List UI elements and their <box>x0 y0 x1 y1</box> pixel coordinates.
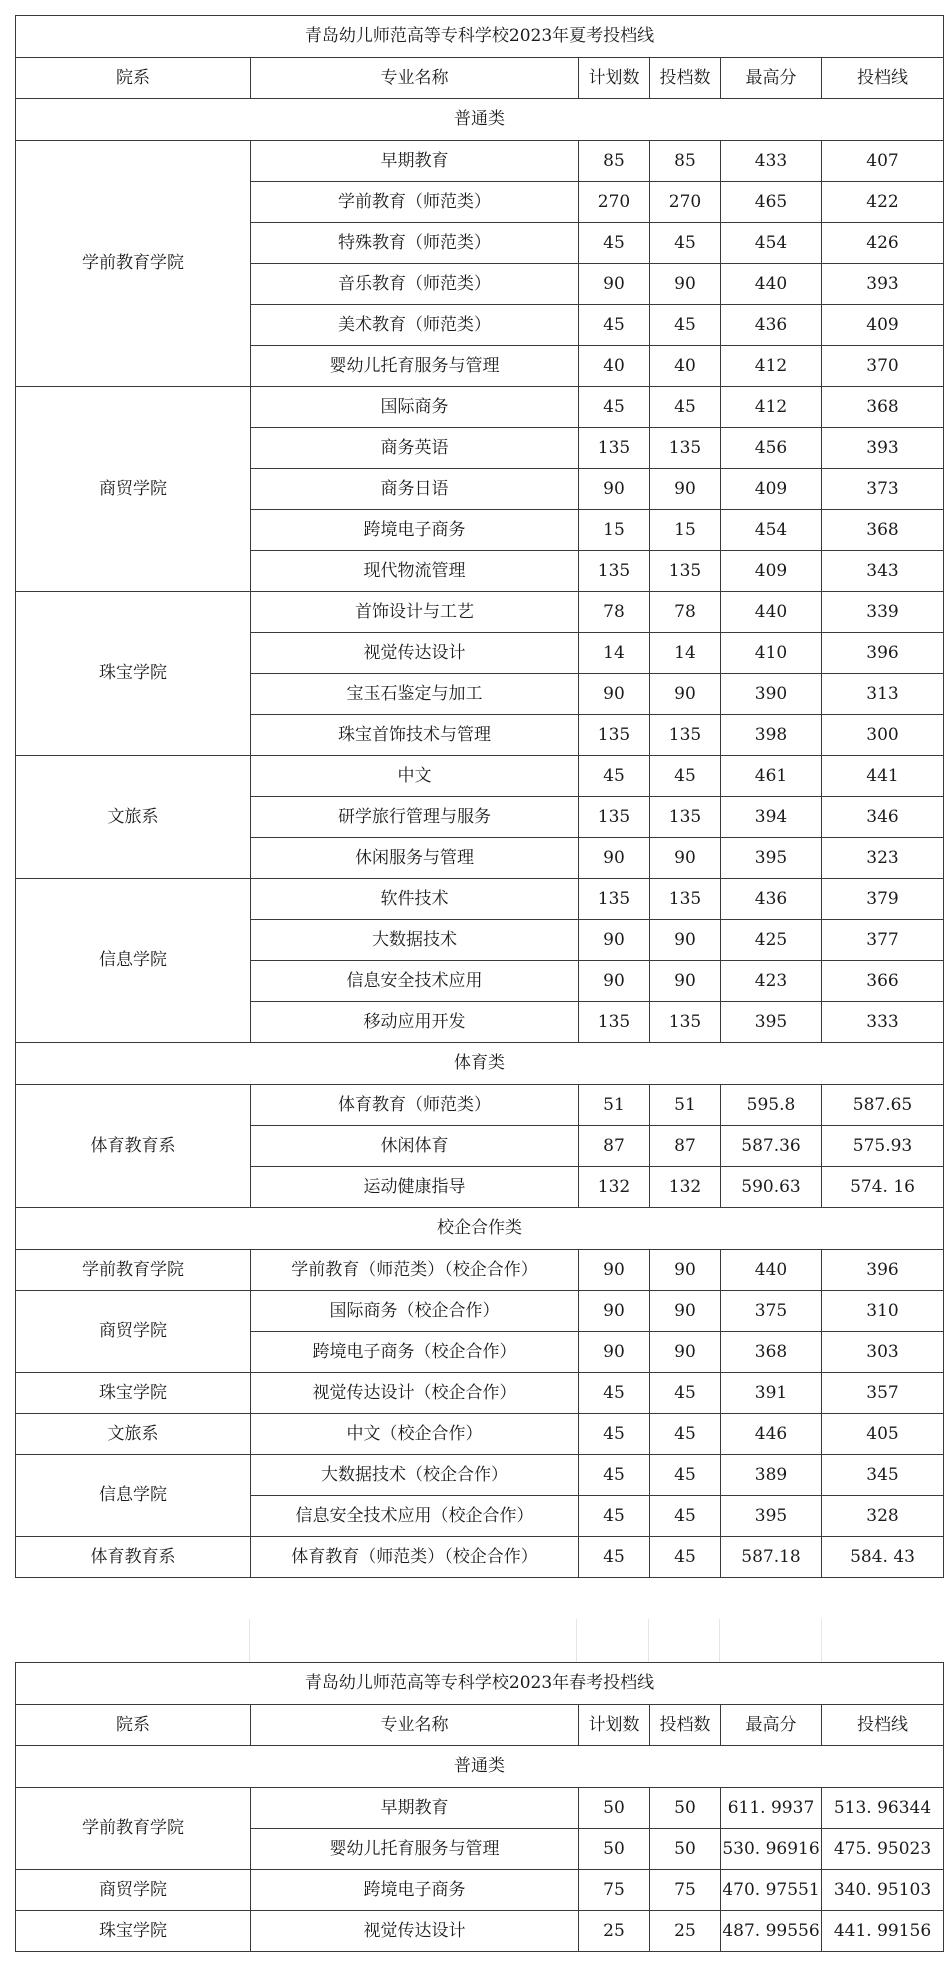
admitted-cell: 51 <box>650 1085 721 1126</box>
table-spacer <box>15 1619 943 1662</box>
max-score-cell: 590.63 <box>721 1167 822 1208</box>
admitted-cell: 135 <box>650 1002 721 1043</box>
header-max-score: 最高分 <box>721 58 822 99</box>
major-cell: 跨境电子商务 <box>251 510 579 551</box>
table-row <box>16 1870 944 1911</box>
header-row <box>16 1705 944 1746</box>
category-row <box>16 99 944 141</box>
max-score-cell: 389 <box>721 1455 822 1496</box>
plan-cell: 132 <box>579 1167 650 1208</box>
table-row <box>16 1788 944 1829</box>
admitted-cell: 135 <box>650 715 721 756</box>
plan-cell: 90 <box>579 1332 650 1373</box>
plan-cell: 135 <box>579 879 650 920</box>
admitted-cell: 135 <box>650 797 721 838</box>
header-plan: 计划数 <box>579 58 650 99</box>
major-cell: 商务英语 <box>251 428 579 469</box>
major-cell: 中文（校企合作） <box>251 1414 579 1455</box>
summer-admission-table <box>15 15 944 1578</box>
header-major: 专业名称 <box>251 1705 579 1746</box>
header-admitted: 投档数 <box>650 1705 721 1746</box>
max-score-cell: 454 <box>721 223 822 264</box>
table-row <box>16 1911 944 1952</box>
major-cell: 体育教育（师范类）（校企合作） <box>251 1537 579 1578</box>
major-cell: 美术教育（师范类） <box>251 305 579 346</box>
max-score-cell: 409 <box>721 469 822 510</box>
dept-cell: 体育教育系 <box>16 1537 251 1578</box>
max-score-cell: 436 <box>721 879 822 920</box>
spring-admission-table <box>15 1662 944 1952</box>
plan-cell: 45 <box>579 756 650 797</box>
cutoff-cell: 393 <box>822 428 944 469</box>
plan-cell: 45 <box>579 387 650 428</box>
max-score-cell: 368 <box>721 1332 822 1373</box>
cutoff-cell: 422 <box>822 182 944 223</box>
admitted-cell: 90 <box>650 674 721 715</box>
table-row <box>16 1085 944 1126</box>
admitted-cell: 135 <box>650 428 721 469</box>
plan-cell: 15 <box>579 510 650 551</box>
max-score-cell: 390 <box>721 674 822 715</box>
max-score-cell: 394 <box>721 797 822 838</box>
max-score-cell: 465 <box>721 182 822 223</box>
dept-cell: 信息学院 <box>16 879 251 1043</box>
header-major: 专业名称 <box>251 58 579 99</box>
cutoff-cell: 379 <box>822 879 944 920</box>
cutoff-cell: 574. 16 <box>822 1167 944 1208</box>
cutoff-cell: 345 <box>822 1455 944 1496</box>
plan-cell: 85 <box>579 141 650 182</box>
header-cutoff: 投档线 <box>822 1705 944 1746</box>
dept-cell: 学前教育学院 <box>16 1788 251 1870</box>
dept-cell: 文旅系 <box>16 756 251 879</box>
major-cell: 跨境电子商务（校企合作） <box>251 1332 579 1373</box>
cutoff-cell: 346 <box>822 797 944 838</box>
dept-cell: 珠宝学院 <box>16 1373 251 1414</box>
table-title: 青岛幼儿师范高等专科学校2023年夏考投档线 <box>16 16 944 58</box>
cutoff-cell: 310 <box>822 1291 944 1332</box>
plan-cell: 51 <box>579 1085 650 1126</box>
plan-cell: 135 <box>579 428 650 469</box>
max-score-cell: 425 <box>721 920 822 961</box>
max-score-cell: 395 <box>721 838 822 879</box>
header-dept: 院系 <box>16 1705 251 1746</box>
plan-cell: 90 <box>579 674 650 715</box>
major-cell: 研学旅行管理与服务 <box>251 797 579 838</box>
major-cell: 大数据技术 <box>251 920 579 961</box>
plan-cell: 45 <box>579 223 650 264</box>
max-score-cell: 440 <box>721 264 822 305</box>
major-cell: 休闲体育 <box>251 1126 579 1167</box>
admitted-cell: 90 <box>650 1291 721 1332</box>
cutoff-cell: 333 <box>822 1002 944 1043</box>
category-label: 校企合作类 <box>16 1208 944 1250</box>
cutoff-cell: 407 <box>822 141 944 182</box>
cutoff-cell: 368 <box>822 510 944 551</box>
admitted-cell: 50 <box>650 1788 721 1829</box>
dept-cell: 商贸学院 <box>16 387 251 592</box>
header-row <box>16 58 944 99</box>
max-score-cell: 461 <box>721 756 822 797</box>
cutoff-cell: 396 <box>822 633 944 674</box>
plan-cell: 78 <box>579 592 650 633</box>
major-cell: 音乐教育（师范类） <box>251 264 579 305</box>
admitted-cell: 135 <box>650 551 721 592</box>
max-score-cell: 375 <box>721 1291 822 1332</box>
major-cell: 学前教育（师范类） <box>251 182 579 223</box>
cutoff-cell: 303 <box>822 1332 944 1373</box>
max-score-cell: 423 <box>721 961 822 1002</box>
cutoff-cell: 300 <box>822 715 944 756</box>
plan-cell: 90 <box>579 838 650 879</box>
max-score-cell: 587.18 <box>721 1537 822 1578</box>
category-label: 体育类 <box>16 1043 944 1085</box>
category-row <box>16 1043 944 1085</box>
major-cell: 现代物流管理 <box>251 551 579 592</box>
major-cell: 体育教育（师范类） <box>251 1085 579 1126</box>
max-score-cell: 395 <box>721 1496 822 1537</box>
header-plan: 计划数 <box>579 1705 650 1746</box>
table-row <box>16 1373 944 1414</box>
admitted-cell: 45 <box>650 1537 721 1578</box>
plan-cell: 90 <box>579 961 650 1002</box>
plan-cell: 45 <box>579 305 650 346</box>
table-row <box>16 1537 944 1578</box>
max-score-cell: 456 <box>721 428 822 469</box>
admitted-cell: 75 <box>650 1870 721 1911</box>
table-row <box>16 879 944 920</box>
dept-cell: 体育教育系 <box>16 1085 251 1208</box>
admitted-cell: 25 <box>650 1911 721 1952</box>
dept-cell: 商贸学院 <box>16 1870 251 1911</box>
admitted-cell: 90 <box>650 920 721 961</box>
max-score-cell: 446 <box>721 1414 822 1455</box>
plan-cell: 90 <box>579 264 650 305</box>
admitted-cell: 40 <box>650 346 721 387</box>
plan-cell: 25 <box>579 1911 650 1952</box>
table-row <box>16 1250 944 1291</box>
category-row <box>16 1746 944 1788</box>
max-score-cell: 391 <box>721 1373 822 1414</box>
max-score-cell: 440 <box>721 1250 822 1291</box>
plan-cell: 45 <box>579 1414 650 1455</box>
table-row <box>16 141 944 182</box>
cutoff-cell: 426 <box>822 223 944 264</box>
cutoff-cell: 396 <box>822 1250 944 1291</box>
admitted-cell: 90 <box>650 469 721 510</box>
plan-cell: 135 <box>579 715 650 756</box>
plan-cell: 90 <box>579 469 650 510</box>
major-cell: 婴幼儿托育服务与管理 <box>251 1829 579 1870</box>
header-admitted: 投档数 <box>650 58 721 99</box>
table-row <box>16 1291 944 1332</box>
cutoff-cell: 513. 96344 <box>822 1788 944 1829</box>
cutoff-cell: 370 <box>822 346 944 387</box>
plan-cell: 270 <box>579 182 650 223</box>
category-label: 普通类 <box>16 1746 944 1788</box>
admitted-cell: 45 <box>650 1414 721 1455</box>
plan-cell: 45 <box>579 1496 650 1537</box>
major-cell: 国际商务 <box>251 387 579 428</box>
admitted-cell: 45 <box>650 387 721 428</box>
max-score-cell: 412 <box>721 346 822 387</box>
max-score-cell: 487. 99556 <box>721 1911 822 1952</box>
admitted-cell: 14 <box>650 633 721 674</box>
max-score-cell: 395 <box>721 1002 822 1043</box>
plan-cell: 135 <box>579 797 650 838</box>
cutoff-cell: 409 <box>822 305 944 346</box>
header-cutoff: 投档线 <box>822 58 944 99</box>
major-cell: 婴幼儿托育服务与管理 <box>251 346 579 387</box>
cutoff-cell: 575.93 <box>822 1126 944 1167</box>
max-score-cell: 595.8 <box>721 1085 822 1126</box>
cutoff-cell: 584. 43 <box>822 1537 944 1578</box>
dept-cell: 珠宝学院 <box>16 1911 251 1952</box>
max-score-cell: 433 <box>721 141 822 182</box>
admitted-cell: 78 <box>650 592 721 633</box>
major-cell: 信息安全技术应用 <box>251 961 579 1002</box>
major-cell: 珠宝首饰技术与管理 <box>251 715 579 756</box>
plan-cell: 135 <box>579 551 650 592</box>
major-cell: 特殊教育（师范类） <box>251 223 579 264</box>
admitted-cell: 45 <box>650 305 721 346</box>
admitted-cell: 45 <box>650 756 721 797</box>
major-cell: 首饰设计与工艺 <box>251 592 579 633</box>
major-cell: 中文 <box>251 756 579 797</box>
cutoff-cell: 475. 95023 <box>822 1829 944 1870</box>
header-dept: 院系 <box>16 58 251 99</box>
cutoff-cell: 441. 99156 <box>822 1911 944 1952</box>
max-score-cell: 587.36 <box>721 1126 822 1167</box>
plan-cell: 50 <box>579 1788 650 1829</box>
major-cell: 大数据技术（校企合作） <box>251 1455 579 1496</box>
max-score-cell: 436 <box>721 305 822 346</box>
max-score-cell: 470. 97551 <box>721 1870 822 1911</box>
table-title: 青岛幼儿师范高等专科学校2023年春考投档线 <box>16 1663 944 1705</box>
cutoff-cell: 339 <box>822 592 944 633</box>
major-cell: 视觉传达设计 <box>251 633 579 674</box>
dept-cell: 学前教育学院 <box>16 141 251 387</box>
major-cell: 商务日语 <box>251 469 579 510</box>
admitted-cell: 50 <box>650 1829 721 1870</box>
admitted-cell: 270 <box>650 182 721 223</box>
cutoff-cell: 368 <box>822 387 944 428</box>
dept-cell: 信息学院 <box>16 1455 251 1537</box>
table-row <box>16 1455 944 1496</box>
admitted-cell: 15 <box>650 510 721 551</box>
admitted-cell: 135 <box>650 879 721 920</box>
cutoff-cell: 377 <box>822 920 944 961</box>
admitted-cell: 45 <box>650 1455 721 1496</box>
table-row <box>16 756 944 797</box>
plan-cell: 45 <box>579 1455 650 1496</box>
plan-cell: 45 <box>579 1373 650 1414</box>
plan-cell: 14 <box>579 633 650 674</box>
cutoff-cell: 323 <box>822 838 944 879</box>
plan-cell: 40 <box>579 346 650 387</box>
major-cell: 软件技术 <box>251 879 579 920</box>
major-cell: 早期教育 <box>251 1788 579 1829</box>
plan-cell: 87 <box>579 1126 650 1167</box>
plan-cell: 75 <box>579 1870 650 1911</box>
admitted-cell: 90 <box>650 961 721 1002</box>
admitted-cell: 45 <box>650 1373 721 1414</box>
major-cell: 早期教育 <box>251 141 579 182</box>
table-row <box>16 387 944 428</box>
cutoff-cell: 441 <box>822 756 944 797</box>
major-cell: 信息安全技术应用（校企合作） <box>251 1496 579 1537</box>
cutoff-cell: 405 <box>822 1414 944 1455</box>
dept-cell: 文旅系 <box>16 1414 251 1455</box>
max-score-cell: 412 <box>721 387 822 428</box>
max-score-cell: 440 <box>721 592 822 633</box>
plan-cell: 90 <box>579 920 650 961</box>
major-cell: 跨境电子商务 <box>251 1870 579 1911</box>
max-score-cell: 530. 96916 <box>721 1829 822 1870</box>
max-score-cell: 454 <box>721 510 822 551</box>
admitted-cell: 90 <box>650 1332 721 1373</box>
major-cell: 视觉传达设计 <box>251 1911 579 1952</box>
admitted-cell: 87 <box>650 1126 721 1167</box>
admitted-cell: 45 <box>650 223 721 264</box>
major-cell: 宝玉石鉴定与加工 <box>251 674 579 715</box>
category-row <box>16 1208 944 1250</box>
cutoff-cell: 340. 95103 <box>822 1870 944 1911</box>
major-cell: 运动健康指导 <box>251 1167 579 1208</box>
cutoff-cell: 357 <box>822 1373 944 1414</box>
cutoff-cell: 328 <box>822 1496 944 1537</box>
admitted-cell: 90 <box>650 838 721 879</box>
header-max-score: 最高分 <box>721 1705 822 1746</box>
max-score-cell: 611. 9937 <box>721 1788 822 1829</box>
plan-cell: 90 <box>579 1291 650 1332</box>
major-cell: 休闲服务与管理 <box>251 838 579 879</box>
major-cell: 国际商务（校企合作） <box>251 1291 579 1332</box>
admitted-cell: 132 <box>650 1167 721 1208</box>
admitted-cell: 85 <box>650 141 721 182</box>
dept-cell: 商贸学院 <box>16 1291 251 1373</box>
admitted-cell: 90 <box>650 1250 721 1291</box>
table-title-row <box>16 16 944 58</box>
admitted-cell: 90 <box>650 264 721 305</box>
cutoff-cell: 343 <box>822 551 944 592</box>
cutoff-cell: 313 <box>822 674 944 715</box>
major-cell: 移动应用开发 <box>251 1002 579 1043</box>
plan-cell: 90 <box>579 1250 650 1291</box>
cutoff-cell: 587.65 <box>822 1085 944 1126</box>
max-score-cell: 398 <box>721 715 822 756</box>
major-cell: 学前教育（师范类）（校企合作） <box>251 1250 579 1291</box>
cutoff-cell: 393 <box>822 264 944 305</box>
table-title-row <box>16 1663 944 1705</box>
max-score-cell: 410 <box>721 633 822 674</box>
plan-cell: 135 <box>579 1002 650 1043</box>
admitted-cell: 45 <box>650 1496 721 1537</box>
plan-cell: 45 <box>579 1537 650 1578</box>
category-label: 普通类 <box>16 99 944 141</box>
table-row <box>16 592 944 633</box>
max-score-cell: 409 <box>721 551 822 592</box>
major-cell: 视觉传达设计（校企合作） <box>251 1373 579 1414</box>
cutoff-cell: 366 <box>822 961 944 1002</box>
table-row <box>16 1414 944 1455</box>
cutoff-cell: 373 <box>822 469 944 510</box>
plan-cell: 50 <box>579 1829 650 1870</box>
dept-cell: 学前教育学院 <box>16 1250 251 1291</box>
dept-cell: 珠宝学院 <box>16 592 251 756</box>
